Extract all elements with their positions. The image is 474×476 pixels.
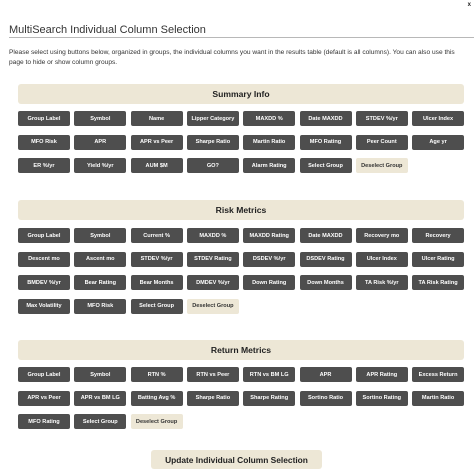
summary-info-go-button[interactable]: GO? [187, 158, 239, 173]
risk-metrics-bear-rating-button[interactable]: Bear Rating [74, 275, 126, 290]
risk-metrics-dsdev-yr-button[interactable]: DSDEV %/yr [243, 252, 295, 267]
summary-info-apr-vs-peer-button[interactable]: APR vs Peer [131, 135, 183, 150]
return-metrics-sharpe-rating-button[interactable]: Sharpe Rating [243, 391, 295, 406]
return-metrics-sortino-ratio-button[interactable]: Sortino Ratio [300, 391, 352, 406]
risk-metrics-max-volatility-button[interactable]: Max Volatility [18, 299, 70, 314]
return-metrics-select-group-button[interactable]: Select Group [74, 414, 126, 429]
risk-metrics-down-months-button[interactable]: Down Months [300, 275, 352, 290]
summary-info-maxdd-button[interactable]: MAXDD % [243, 111, 295, 126]
return-metrics-sortino-rating-button[interactable]: Sortino Rating [356, 391, 408, 406]
return-metrics-mfo-rating-button[interactable]: MFO Rating [18, 414, 70, 429]
summary-info-sharpe-ratio-button[interactable]: Sharpe Ratio [187, 135, 239, 150]
risk-metrics-mfo-risk-button[interactable]: MFO Risk [74, 299, 126, 314]
risk-metrics-dsdev-rating-button[interactable]: DSDEV Rating [300, 252, 352, 267]
return-metrics-excess-return-button[interactable]: Excess Return [412, 367, 464, 382]
summary-info-stdev-yr-button[interactable]: STDEV %/yr [356, 111, 408, 126]
close-icon[interactable]: x [467, 2, 471, 8]
return-metrics-apr-rating-button[interactable]: APR Rating [356, 367, 408, 382]
return-metrics-group-label-button[interactable]: Group Label [18, 367, 70, 382]
risk-metrics-ulcer-index-button[interactable]: Ulcer Index [356, 252, 408, 267]
summary-info-name-button[interactable]: Name [131, 111, 183, 126]
risk-metrics-descent-mo-button[interactable]: Descent mo [18, 252, 70, 267]
risk-metrics-stdev-yr-button[interactable]: STDEV %/yr [131, 252, 183, 267]
summary-info-er-yr-button[interactable]: ER %/yr [18, 158, 70, 173]
risk-metrics-down-rating-button[interactable]: Down Rating [243, 275, 295, 290]
risk-metrics-select-group-button[interactable]: Select Group [131, 299, 183, 314]
summary-info-lipper-category-button[interactable]: Lipper Category [187, 111, 239, 126]
update-column-selection-button[interactable]: Update Individual Column Selection [151, 450, 322, 469]
summary-info-deselect-group-button[interactable]: Deselect Group [356, 158, 408, 173]
section-header-summary-info[interactable]: Summary Info [18, 84, 464, 104]
summary-info-group-label-button[interactable]: Group Label [18, 111, 70, 126]
risk-metrics-ta-risk-rating-button[interactable]: TA Risk Rating [412, 275, 464, 290]
risk-metrics-bmdev-yr-button[interactable]: BMDEV %/yr [18, 275, 70, 290]
return-metrics-apr-vs-bm-lg-button[interactable]: APR vs BM LG [74, 391, 126, 406]
summary-info-mfo-rating-button[interactable]: MFO Rating [300, 135, 352, 150]
return-metrics-rtn-vs-peer-button[interactable]: RTN vs Peer [187, 367, 239, 382]
summary-info-martin-ratio-button[interactable]: Martin Ratio [243, 135, 295, 150]
risk-metrics-recovery-mo-button[interactable]: Recovery mo [356, 228, 408, 243]
risk-metrics-date-maxdd-button[interactable]: Date MAXDD [300, 228, 352, 243]
risk-metrics-group-label-button[interactable]: Group Label [18, 228, 70, 243]
risk-metrics-current-button[interactable]: Current % [131, 228, 183, 243]
risk-metrics-bear-months-button[interactable]: Bear Months [131, 275, 183, 290]
summary-info-date-maxdd-button[interactable]: Date MAXDD [300, 111, 352, 126]
return-metrics-apr-vs-peer-button[interactable]: APR vs Peer [18, 391, 70, 406]
return-metrics-martin-ratio-button[interactable]: Martin Ratio [412, 391, 464, 406]
risk-metrics-dmdev-yr-button[interactable]: DMDEV %/yr [187, 275, 239, 290]
summary-info-mfo-risk-button[interactable]: MFO Risk [18, 135, 70, 150]
section-header-risk-metrics[interactable]: Risk Metrics [18, 200, 464, 220]
return-metrics-deselect-group-button[interactable]: Deselect Group [131, 414, 183, 429]
section-header-return-metrics[interactable]: Return Metrics [18, 340, 464, 360]
risk-metrics-ascent-mo-button[interactable]: Ascent mo [74, 252, 126, 267]
risk-metrics-maxdd-button[interactable]: MAXDD % [187, 228, 239, 243]
summary-info-apr-button[interactable]: APR [74, 135, 126, 150]
return-metrics-rtn-button[interactable]: RTN % [131, 367, 183, 382]
summary-info-age-yr-button[interactable]: Age yr [412, 135, 464, 150]
summary-info-aum-m-button[interactable]: AUM $M [131, 158, 183, 173]
return-metrics-apr-button[interactable]: APR [300, 367, 352, 382]
page-title: MultiSearch Individual Column Selection [9, 24, 206, 36]
summary-info-ulcer-index-button[interactable]: Ulcer Index [412, 111, 464, 126]
risk-metrics-deselect-group-button[interactable]: Deselect Group [187, 299, 239, 314]
return-metrics-rtn-vs-bm-lg-button[interactable]: RTN vs BM LG [243, 367, 295, 382]
risk-metrics-maxdd-rating-button[interactable]: MAXDD Rating [243, 228, 295, 243]
risk-metrics-stdev-rating-button[interactable]: STDEV Rating [187, 252, 239, 267]
return-metrics-batting-avg-button[interactable]: Batting Avg % [131, 391, 183, 406]
risk-metrics-symbol-button[interactable]: Symbol [74, 228, 126, 243]
summary-info-symbol-button[interactable]: Symbol [74, 111, 126, 126]
title-divider [9, 37, 474, 38]
return-metrics-symbol-button[interactable]: Symbol [74, 367, 126, 382]
risk-metrics-ulcer-rating-button[interactable]: Ulcer Rating [412, 252, 464, 267]
return-metrics-sharpe-ratio-button[interactable]: Sharpe Ratio [187, 391, 239, 406]
summary-info-yield-yr-button[interactable]: Yield %/yr [74, 158, 126, 173]
summary-info-alarm-rating-button[interactable]: Alarm Rating [243, 158, 295, 173]
summary-info-peer-count-button[interactable]: Peer Count [356, 135, 408, 150]
risk-metrics-recovery-button[interactable]: Recovery [412, 228, 464, 243]
summary-info-select-group-button[interactable]: Select Group [300, 158, 352, 173]
intro-text: Please select using buttons below, organized in groups, the individual columns you want in the results table (default is all columns). You can also use this page to hide or show column groups. [9, 49, 455, 66]
risk-metrics-ta-risk-yr-button[interactable]: TA Risk %/yr [356, 275, 408, 290]
